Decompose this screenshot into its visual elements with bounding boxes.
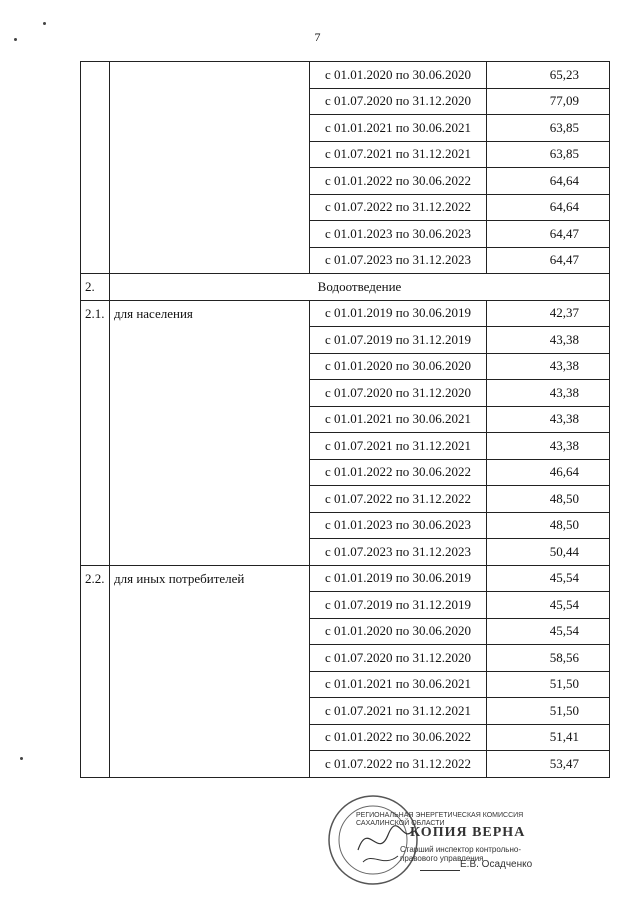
tariff-value-cell: 50,44 [487, 539, 610, 566]
tariff-value-cell: 43,38 [487, 380, 610, 407]
period-cell: с 01.01.2021 по 30.06.2021 [310, 671, 487, 698]
scan-speck [14, 38, 17, 41]
period-cell: с 01.01.2023 по 30.06.2023 [310, 512, 487, 539]
period-cell: с 01.01.2022 по 30.06.2022 [310, 168, 487, 195]
period-cell: с 01.07.2019 по 31.12.2019 [310, 592, 487, 619]
tariff-value-cell: 51,50 [487, 671, 610, 698]
period-cell: с 01.07.2020 по 31.12.2020 [310, 380, 487, 407]
tariff-value-cell: 64,64 [487, 168, 610, 195]
tariff-value-cell: 45,54 [487, 618, 610, 645]
period-cell: с 01.01.2023 по 30.06.2023 [310, 221, 487, 248]
tariff-value-cell: 64,47 [487, 221, 610, 248]
certification-title: КОПИЯ ВЕРНА [410, 825, 526, 840]
tariff-value-cell: 63,85 [487, 141, 610, 168]
period-cell: с 01.01.2022 по 30.06.2022 [310, 724, 487, 751]
period-cell: с 01.07.2023 по 31.12.2023 [310, 247, 487, 274]
period-cell: с 01.01.2020 по 30.06.2020 [310, 353, 487, 380]
tariff-value-cell: 65,23 [487, 62, 610, 89]
tariff-value-cell: 42,37 [487, 300, 610, 327]
period-cell: с 01.07.2022 по 31.12.2022 [310, 751, 487, 778]
item-number-cell: 2.1. [81, 300, 110, 565]
period-cell: с 01.01.2020 по 30.06.2020 [310, 618, 487, 645]
scan-speck [20, 757, 23, 760]
table-row [81, 300, 610, 327]
section-title: Водоотведение [110, 274, 610, 301]
item-name-cell: для иных потребителей [110, 565, 310, 777]
tariff-table-body [81, 62, 610, 778]
tariff-value-cell: 77,09 [487, 88, 610, 115]
tariff-value-cell: 64,64 [487, 194, 610, 221]
signature-line [420, 870, 460, 871]
item-number-cell: 2.2. [81, 565, 110, 777]
page-number: 7 [314, 30, 321, 44]
period-cell: с 01.01.2021 по 30.06.2021 [310, 115, 487, 142]
period-cell: с 01.07.2020 по 31.12.2020 [310, 645, 487, 672]
period-cell: с 01.07.2022 по 31.12.2022 [310, 194, 487, 221]
tariff-value-cell: 43,38 [487, 433, 610, 460]
certification-org: РЕГИОНАЛЬНАЯ ЭНЕРГЕТИЧЕСКАЯ КОМИССИЯ САХАЛИНСКОЙ ОБЛАСТИ [356, 812, 524, 827]
certification-name: Е.В. Осадченко [460, 859, 533, 870]
tariff-value-cell: 45,54 [487, 592, 610, 619]
table-row [81, 565, 610, 592]
period-cell: с 01.01.2022 по 30.06.2022 [310, 459, 487, 486]
table-row [81, 62, 610, 89]
period-cell: с 01.01.2019 по 30.06.2019 [310, 565, 487, 592]
tariff-value-cell: 48,50 [487, 486, 610, 513]
period-cell: с 01.07.2019 по 31.12.2019 [310, 327, 487, 354]
period-cell: с 01.07.2021 по 31.12.2021 [310, 141, 487, 168]
tariff-value-cell: 51,50 [487, 698, 610, 725]
period-cell: с 01.07.2021 по 31.12.2021 [310, 433, 487, 460]
section-number: 2. [81, 274, 110, 301]
item-number-cell [81, 62, 110, 274]
period-cell: с 01.07.2022 по 31.12.2022 [310, 486, 487, 513]
item-name-cell [110, 62, 310, 274]
tariff-value-cell: 45,54 [487, 565, 610, 592]
tariff-value-cell: 43,38 [487, 406, 610, 433]
tariff-value-cell: 48,50 [487, 512, 610, 539]
tariff-table [80, 61, 610, 778]
period-cell: с 01.07.2023 по 31.12.2023 [310, 539, 487, 566]
tariff-value-cell: 43,38 [487, 353, 610, 380]
period-cell: с 01.07.2021 по 31.12.2021 [310, 698, 487, 725]
tariff-value-cell: 64,47 [487, 247, 610, 274]
tariff-value-cell: 46,64 [487, 459, 610, 486]
tariff-value-cell: 43,38 [487, 327, 610, 354]
certification-position: Старший инспектор контрольно-правового управления [400, 845, 521, 863]
period-cell: с 01.07.2020 по 31.12.2020 [310, 88, 487, 115]
period-cell: с 01.01.2020 по 30.06.2020 [310, 62, 487, 89]
scan-speck [43, 22, 46, 25]
tariff-value-cell: 63,85 [487, 115, 610, 142]
period-cell: с 01.01.2019 по 30.06.2019 [310, 300, 487, 327]
period-cell: с 01.01.2021 по 30.06.2021 [310, 406, 487, 433]
tariff-value-cell: 51,41 [487, 724, 610, 751]
section-row [81, 274, 610, 301]
tariff-value-cell: 53,47 [487, 751, 610, 778]
item-name-cell: для населения [110, 300, 310, 565]
tariff-value-cell: 58,56 [487, 645, 610, 672]
